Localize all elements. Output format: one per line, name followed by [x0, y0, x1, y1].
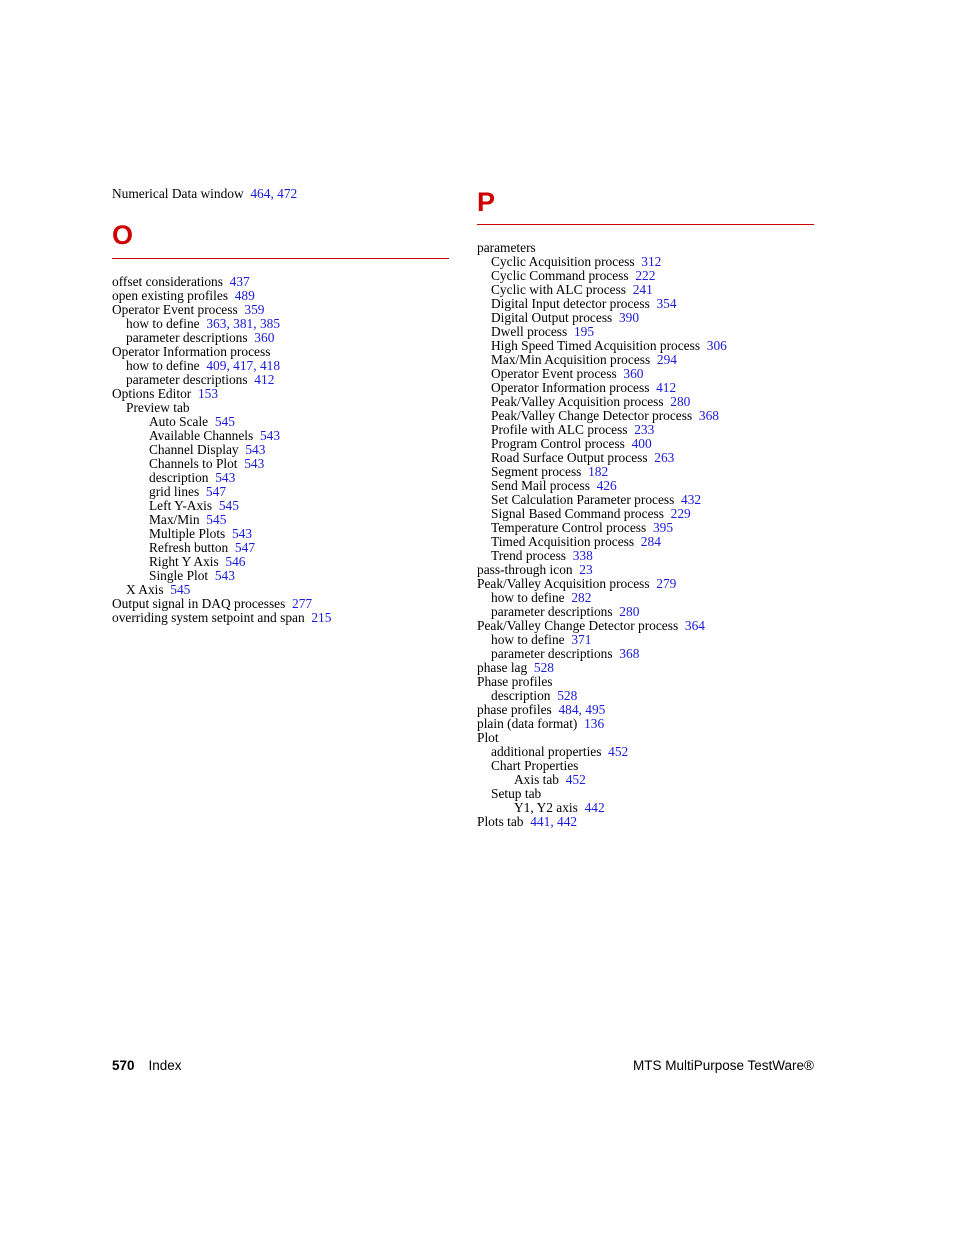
index-term: Y1, Y2 axis — [514, 800, 578, 815]
index-term: Multiple Plots — [149, 526, 226, 541]
index-term: grid lines — [149, 484, 200, 499]
index-term: parameter descriptions — [491, 604, 613, 619]
page-link[interactable]: 364 — [684, 618, 705, 633]
page-link[interactable]: 277 — [292, 596, 313, 611]
index-term: Left Y-Axis — [149, 498, 213, 513]
page-link[interactable]: 543 — [231, 526, 253, 541]
page-link[interactable]: 464 — [250, 186, 271, 201]
footer-left — [112, 1057, 182, 1075]
index-term: Digital Input detector process — [491, 296, 650, 311]
index-term: pass-through icon — [477, 562, 573, 577]
page-link[interactable]: 495 — [585, 702, 606, 717]
page-link[interactable]: 263 — [654, 450, 675, 465]
index-entry — [477, 577, 814, 591]
index-entry — [477, 717, 814, 731]
index-term: Operator Information process — [491, 380, 650, 395]
index-entry — [477, 395, 814, 409]
page-link[interactable]: 282 — [571, 590, 592, 605]
page-link[interactable]: 338 — [572, 548, 593, 563]
index-term: Phase profiles — [477, 674, 553, 689]
index-entry — [477, 535, 814, 549]
index-term: Cyclic Acquisition process — [491, 254, 635, 269]
index-entry — [477, 367, 814, 381]
page-link[interactable]: 280 — [670, 394, 691, 409]
index-term: Set Calculation Parameter process — [491, 492, 675, 507]
index-entry — [112, 415, 449, 429]
page-link[interactable]: 195 — [573, 324, 595, 339]
index-entry — [477, 731, 814, 745]
page-link[interactable]: 528 — [557, 688, 578, 703]
index-term: Segment process — [491, 464, 582, 479]
index-entry — [477, 339, 814, 353]
index-term: Temperature Control process — [491, 520, 647, 535]
index-entry — [477, 311, 814, 325]
index-entry — [112, 275, 449, 289]
index-entry — [112, 541, 449, 555]
page-link[interactable]: 368 — [619, 646, 640, 661]
page-link[interactable]: 368 — [698, 408, 719, 423]
index-term: Options Editor — [112, 386, 192, 401]
entry-list-p — [477, 241, 814, 829]
page-link[interactable]: 400 — [631, 436, 652, 451]
index-entry — [477, 269, 814, 283]
page-link[interactable]: 222 — [635, 268, 656, 283]
index-entry — [477, 759, 814, 773]
index-entry — [112, 611, 449, 625]
index-entry — [477, 381, 814, 395]
index-entry — [112, 387, 449, 401]
page-link[interactable]: 545 — [214, 414, 235, 429]
page-link[interactable]: 545 — [170, 582, 191, 597]
index-term: Channel Display — [149, 442, 239, 457]
page-link[interactable]: 409 — [206, 358, 227, 373]
index-term: description — [491, 688, 551, 703]
page-link[interactable]: 472 — [277, 186, 298, 201]
index-term: how to define — [126, 316, 200, 331]
index-term: Axis tab — [514, 772, 560, 787]
index-term: open existing profiles — [112, 288, 229, 303]
page-link[interactable]: 484 — [558, 702, 579, 717]
index-term: Max/Min Acquisition process — [491, 352, 651, 367]
index-term: Single Plot — [149, 568, 209, 583]
index-entry — [112, 485, 449, 499]
page-link[interactable]: 442 — [584, 800, 605, 815]
index-term: Preview tab — [126, 400, 190, 415]
page-link[interactable]: 426 — [596, 478, 617, 493]
index-entry — [112, 471, 449, 485]
index-entry — [112, 597, 449, 611]
page-link[interactable]: 360 — [623, 366, 644, 381]
index-term: X Axis — [126, 582, 164, 597]
index-entry — [477, 647, 814, 661]
entry-list-o — [112, 275, 449, 625]
index-term: Available Channels — [149, 428, 254, 443]
index-entry — [477, 619, 814, 633]
index-entry — [477, 409, 814, 423]
page-link[interactable]: 136 — [584, 716, 605, 731]
page-link[interactable]: 381 — [233, 316, 254, 331]
page-link[interactable]: 547 — [205, 484, 227, 499]
page-link[interactable]: 385 — [259, 316, 281, 331]
index-term: Peak/Valley Acquisition process — [477, 576, 650, 591]
index-term: Timed Acquisition process — [491, 534, 635, 549]
section-letter-p: P — [477, 187, 496, 217]
index-term: Digital Output process — [491, 310, 613, 325]
index-entry — [112, 345, 449, 359]
index-entry — [477, 605, 814, 619]
index-entry — [112, 289, 449, 303]
index-term: Peak/Valley Change Detector process — [477, 618, 679, 633]
page-link[interactable]: 390 — [618, 310, 640, 325]
index-term: Program Control process — [491, 436, 625, 451]
page-link[interactable]: 359 — [244, 302, 265, 317]
page-link[interactable]: 543 — [259, 428, 281, 443]
page-link[interactable]: 312 — [641, 254, 662, 269]
index-column-right — [477, 187, 814, 829]
index-entry — [477, 283, 814, 297]
index-entry — [477, 437, 814, 451]
page-link[interactable]: 412 — [254, 372, 275, 387]
page-link[interactable]: 294 — [656, 352, 677, 367]
page-link[interactable]: 547 — [234, 540, 256, 555]
index-entry: how to define 363, 381, 385 — [126, 316, 281, 331]
page-link[interactable]: 363 — [206, 316, 227, 331]
index-term: overriding system setpoint and span — [112, 610, 305, 625]
index-term: plain (data format) — [477, 716, 578, 731]
page-link[interactable]: 229 — [670, 506, 691, 521]
page-link[interactable]: 543 — [245, 442, 266, 457]
index-term: Peak/Valley Acquisition process — [491, 394, 664, 409]
index-term: Setup tab — [491, 786, 542, 801]
index-entry — [112, 513, 449, 527]
page-link[interactable]: 412 — [656, 380, 677, 395]
index-term: Cyclic with ALC process — [491, 282, 627, 297]
index-entry — [477, 451, 814, 465]
index-term: Signal Based Command process — [491, 506, 664, 521]
page-link[interactable]: 452 — [565, 772, 586, 787]
index-entry — [477, 801, 814, 815]
index-term: how to define — [491, 590, 565, 605]
page-link[interactable]: 543 — [214, 568, 235, 583]
index-entry — [112, 499, 449, 513]
index-column-left — [112, 187, 449, 625]
index-term: Cyclic Command process — [491, 268, 629, 283]
page-link[interactable]: 153 — [197, 386, 219, 401]
index-entry — [477, 563, 814, 577]
section-letter-o: O — [112, 220, 134, 250]
page-link[interactable]: 543 — [215, 470, 236, 485]
index-entry — [112, 583, 449, 597]
index-entry — [477, 689, 814, 703]
index-entry — [112, 527, 449, 541]
page-link[interactable]: 442 — [557, 814, 578, 829]
index-term: Peak/Valley Change Detector process — [491, 408, 693, 423]
page-link[interactable]: 360 — [254, 330, 275, 345]
page-link[interactable]: 545 — [206, 512, 227, 527]
index-entry — [477, 465, 814, 479]
index-term: how to define — [126, 358, 200, 373]
index-term: Road Surface Output process — [491, 450, 648, 465]
index-entry — [477, 297, 814, 311]
index-term: Output signal in DAQ processes — [112, 596, 286, 611]
index-entry — [477, 479, 814, 493]
index-entry: Numerical Data window 464, 472 — [112, 186, 298, 201]
index-term: Operator Event process — [112, 302, 238, 317]
footer-product: MTS MultiPurpose TestWare® — [633, 1058, 814, 1073]
index-entry — [477, 745, 814, 759]
index-entry — [112, 457, 449, 471]
page-link[interactable]: 395 — [652, 520, 674, 535]
page-link[interactable]: 182 — [588, 464, 609, 479]
index-term: Operator Event process — [491, 366, 617, 381]
index-entry — [477, 675, 814, 689]
index-term: Chart Properties — [491, 758, 579, 773]
index-term: offset considerations — [112, 274, 223, 289]
index-entry — [477, 521, 814, 535]
pre-entries — [112, 187, 449, 201]
page-link[interactable]: 215 — [311, 610, 332, 625]
index-entry — [477, 353, 814, 367]
index-entry — [477, 255, 814, 269]
index-entry — [477, 507, 814, 521]
page-link[interactable]: 241 — [632, 282, 653, 297]
page-link[interactable]: 437 — [229, 274, 250, 289]
page-link[interactable]: 417 — [233, 358, 254, 373]
index-term: Trend process — [491, 548, 567, 563]
index-entry — [477, 549, 814, 563]
index-term: Plots tab — [477, 814, 524, 829]
page-link[interactable]: 432 — [681, 492, 702, 507]
index-term: Operator Information process — [112, 344, 271, 359]
index-term: parameter descriptions — [126, 372, 248, 387]
index-term: parameter descriptions — [126, 330, 248, 345]
index-entry — [477, 661, 814, 675]
index-entry — [112, 443, 449, 457]
index-entry: Plots tab 441, 442 — [477, 814, 578, 829]
page-number: 570 — [112, 1058, 135, 1073]
page-link[interactable]: 233 — [634, 422, 655, 437]
page-link[interactable]: 418 — [259, 358, 281, 373]
index-term: Right Y Axis — [149, 554, 219, 569]
index-entry — [112, 569, 449, 583]
index-entry — [112, 331, 449, 345]
index-term: description — [149, 470, 209, 485]
index-term: Plot — [477, 730, 499, 745]
index-term: Auto Scale — [149, 414, 209, 429]
index-term: Profile with ALC process — [491, 422, 628, 437]
page-link[interactable]: 545 — [218, 498, 239, 513]
footer-section: Index — [148, 1058, 182, 1073]
index-term: parameter descriptions — [491, 646, 613, 661]
page-link[interactable]: 528 — [533, 660, 554, 675]
page-link[interactable]: 543 — [244, 456, 265, 471]
page-link[interactable]: 23 — [579, 562, 593, 577]
index-entry — [112, 401, 449, 415]
page-link[interactable]: 452 — [608, 744, 629, 759]
index-term: Max/Min — [149, 512, 200, 527]
index-entry — [477, 423, 814, 437]
index-term: additional properties — [491, 744, 602, 759]
index-entry: how to define 409, 417, 418 — [126, 358, 281, 373]
index-term: High Speed Timed Acquisition process — [491, 338, 701, 353]
page-link[interactable]: 280 — [619, 604, 640, 619]
page-link[interactable]: 284 — [640, 534, 661, 549]
index-entry — [112, 555, 449, 569]
index-term: how to define — [491, 632, 565, 647]
page-link[interactable]: 441 — [530, 814, 551, 829]
page-link[interactable]: 354 — [656, 296, 677, 311]
index-entry — [477, 787, 814, 801]
page-link[interactable]: 371 — [571, 632, 592, 647]
index-term: Channels to Plot — [149, 456, 238, 471]
index-entry — [477, 633, 814, 647]
page-link[interactable]: 489 — [234, 288, 255, 303]
index-entry — [477, 773, 814, 787]
index-entry — [112, 303, 449, 317]
index-entry — [112, 373, 449, 387]
index-entry — [477, 493, 814, 507]
index-term: Numerical Data window — [112, 186, 244, 201]
index-term: phase lag — [477, 660, 528, 675]
index-term: parameters — [477, 240, 536, 255]
page-link[interactable]: 546 — [225, 554, 246, 569]
index-term: Send Mail process — [491, 478, 590, 493]
index-term: Dwell process — [491, 324, 568, 339]
index-entry: phase profiles 484, 495 — [477, 702, 606, 717]
index-term: phase profiles — [477, 702, 552, 717]
index-entry — [477, 241, 814, 255]
index-term: Refresh button — [149, 540, 229, 555]
page-link[interactable]: 306 — [706, 338, 727, 353]
index-entry — [477, 591, 814, 605]
index-entry — [477, 325, 814, 339]
index-entry — [112, 429, 449, 443]
page-link[interactable]: 279 — [656, 576, 677, 591]
